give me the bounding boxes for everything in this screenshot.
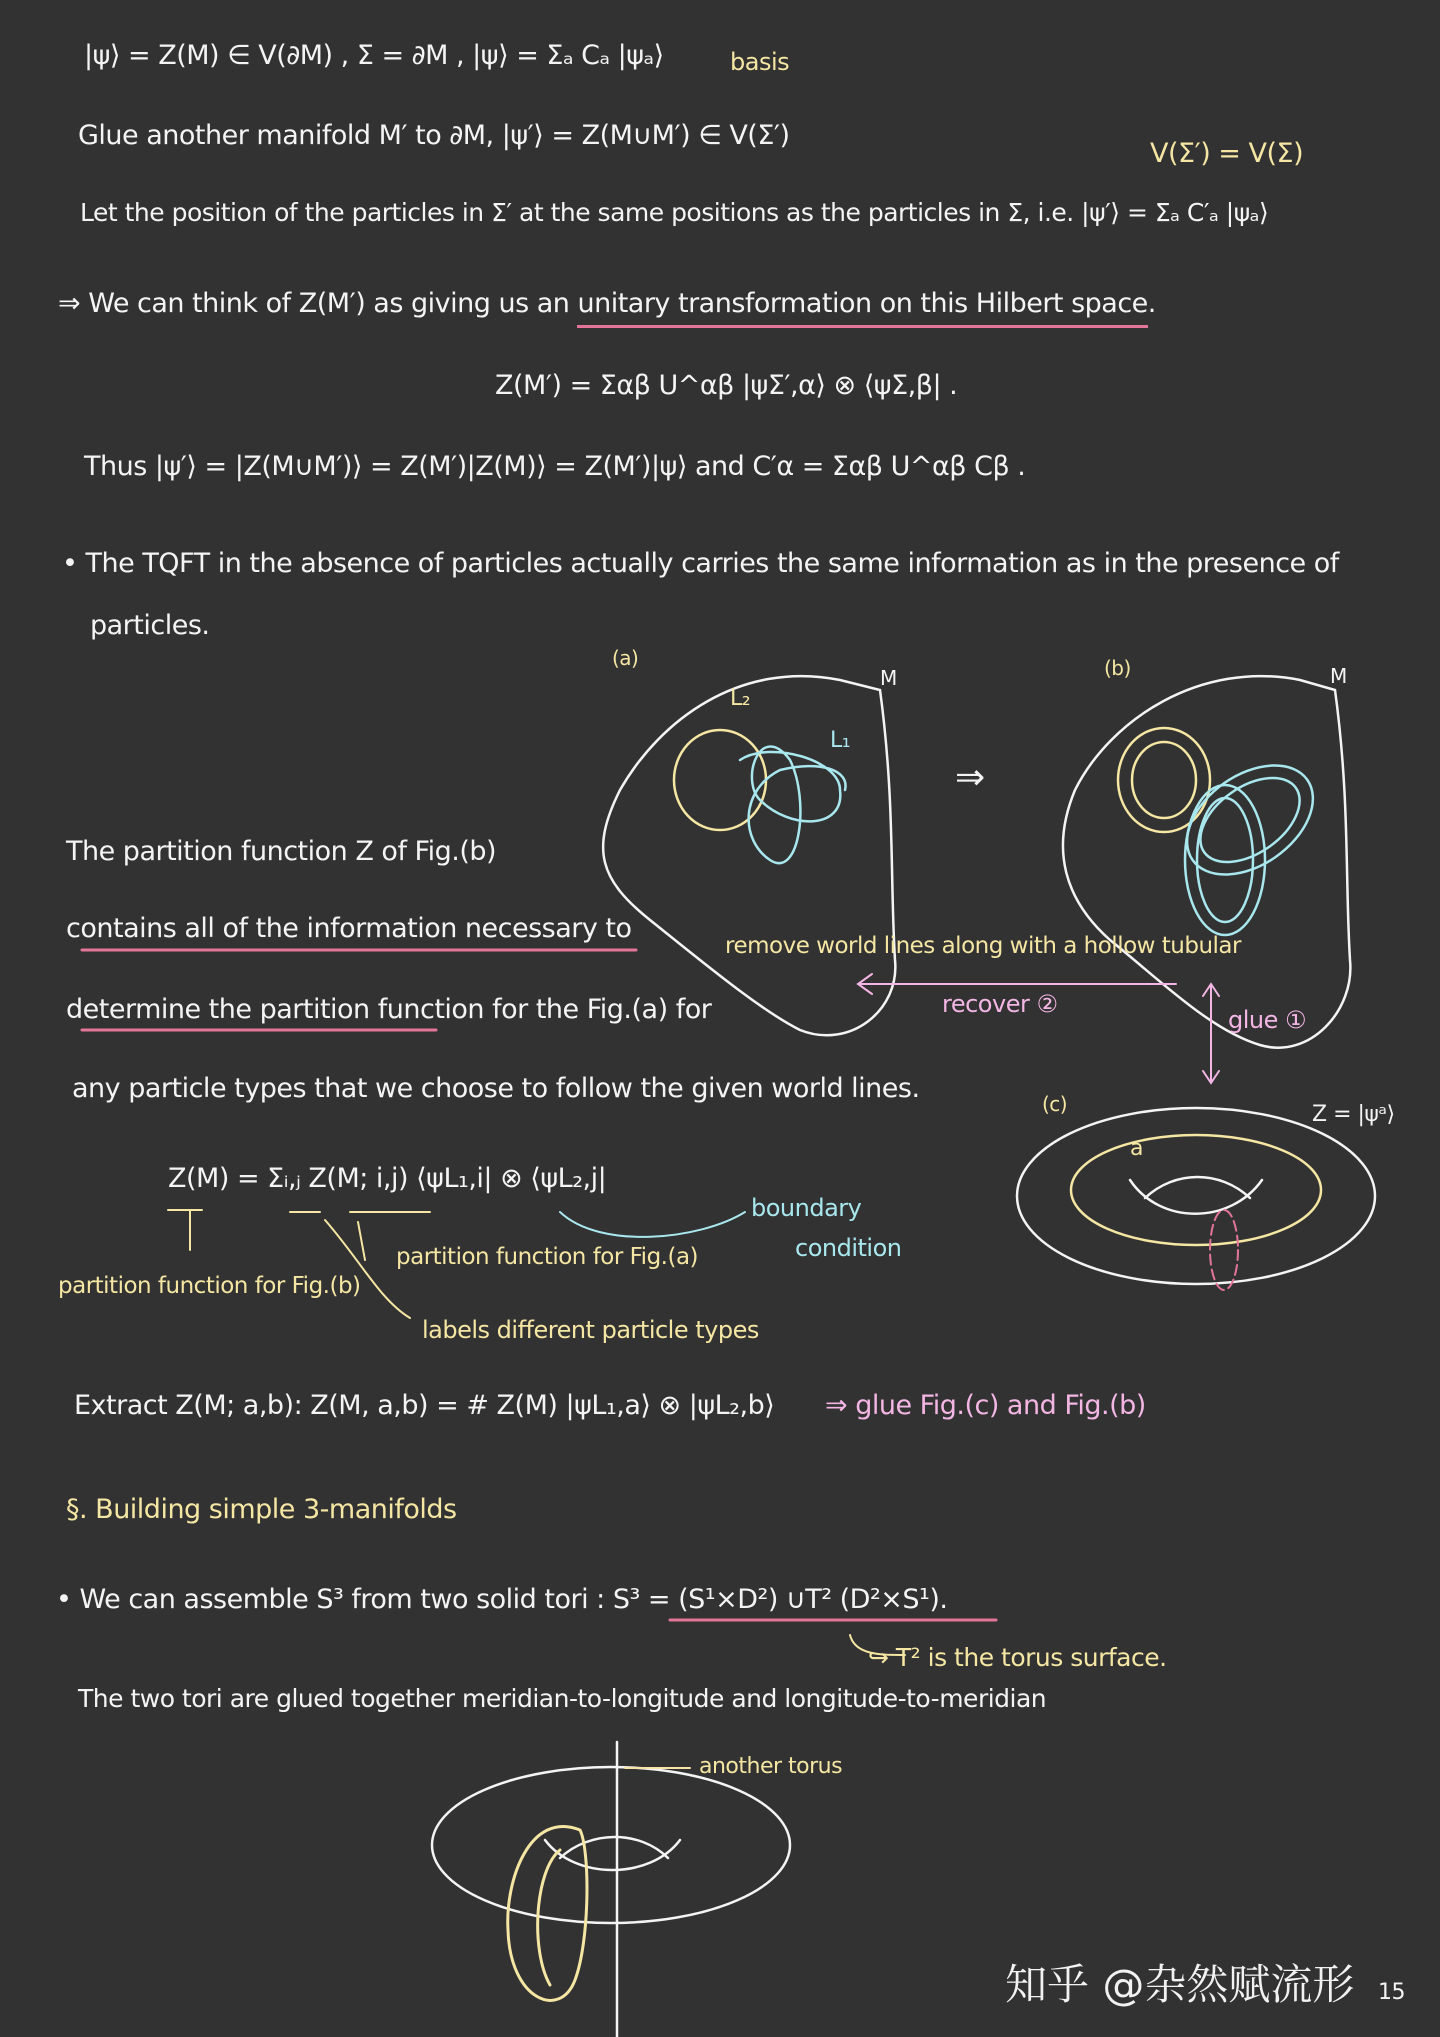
glue-arrow bbox=[1203, 984, 1219, 1083]
any-particle-line: any particle types that we choose to follow the given world lines. bbox=[72, 1073, 920, 1104]
eq-state-definition: |ψ⟩ = Z(M) ∈ V(∂M) , Σ = ∂M , |ψ⟩ = Σₐ Cₐ |ψₐ⟩ bbox=[84, 40, 664, 71]
l1-label: L₁ bbox=[830, 728, 851, 753]
glue-note: glue ① bbox=[1228, 1006, 1307, 1034]
thus-line: Thus |ψ′⟩ = |Z(M∪M′)⟩ = Z(M′)|Z(M)⟩ = Z(M′)|ψ⟩ and C′α = Σαβ U^αβ Cβ . bbox=[84, 451, 1026, 482]
torus-c-hole bbox=[1130, 1177, 1262, 1214]
extract-glue-note: ⇒ glue Fig.(c) and Fig.(b) bbox=[825, 1390, 1146, 1421]
unitary-underlined: unitary transformation on this Hilbert space bbox=[577, 288, 1147, 328]
section-title: §. Building simple 3-manifolds bbox=[66, 1494, 457, 1525]
partition-fig-b-line: The partition function Z of Fig.(b) bbox=[66, 836, 497, 867]
note-partition-fig-b: partition function for Fig.(b) bbox=[58, 1273, 361, 1299]
unitary-line-prefix: ⇒ We can think of Z(M′) as giving us an bbox=[58, 288, 578, 319]
l2-label: L₂ bbox=[730, 686, 751, 711]
note-partition-fig-a: partition function for Fig.(a) bbox=[396, 1244, 699, 1270]
determine-rest: for the Fig.(a) for bbox=[484, 994, 712, 1025]
fig-b-label: (b) bbox=[1104, 656, 1131, 680]
brace-arrows bbox=[168, 1210, 430, 1318]
fig-c-label: (c) bbox=[1042, 1092, 1068, 1116]
s3-bullet-text: We can assemble S³ from two solid tori : bbox=[79, 1584, 613, 1615]
t2-note: ↪ T² is the torus surface. bbox=[868, 1643, 1167, 1672]
manifold-a-label: M bbox=[880, 666, 897, 690]
another-torus-note: another torus bbox=[699, 1754, 843, 1779]
note-condition: condition bbox=[795, 1234, 902, 1262]
recover-note: recover ② bbox=[942, 990, 1058, 1018]
manifold-b-label: M bbox=[1330, 664, 1347, 688]
manifold-a-outline bbox=[603, 676, 895, 1035]
implies-arrow: ⇒ bbox=[955, 757, 985, 798]
extract-line: Extract Z(M; a,b): Z(M, a,b) = # Z(M) |ψL₁,a⟩ ⊗ |ψL₂,b⟩ bbox=[74, 1390, 775, 1421]
tqft-bullet: • The TQFT in the absence of particles actually carries the same information as in the presence of bbox=[62, 548, 1339, 579]
fig-c-state: Z = |ψᵃ⟩ bbox=[1312, 1102, 1395, 1127]
remove-worldlines-note: remove world lines along with a hollow tubular bbox=[725, 933, 1241, 959]
torus-c-loop-a bbox=[1071, 1135, 1321, 1245]
particle-position-line: Let the position of the particles in Σ′ at the same positions as the particles in Σ, i.e. |ψ′⟩ = Σₐ C′ₐ |ψₐ⟩ bbox=[80, 198, 1269, 227]
unitary-line-suffix: . bbox=[1147, 288, 1156, 319]
z-mprime-formula: Z(M′) = Σαβ U^αβ |ψΣ′,α⟩ ⊗ ⟨ψΣ,β| . bbox=[495, 370, 958, 401]
note-labels-particle-types: labels different particle types bbox=[422, 1316, 759, 1344]
determine-underlined: determine the partition function bbox=[66, 994, 485, 1025]
bottom-torus-hole bbox=[545, 1837, 680, 1870]
glued-line: The two tori are glued together meridian-to-longitude and longitude-to-meridian bbox=[78, 1684, 1047, 1713]
worldline-l1-trefoil bbox=[740, 747, 846, 864]
determine-line bbox=[66, 996, 711, 1023]
hilbert-space-equality-note: V(Σ′) = V(Σ) bbox=[1150, 138, 1304, 169]
bottom-torus bbox=[432, 1767, 790, 1923]
boundary-arrow bbox=[560, 1212, 745, 1237]
fig-a-label: (a) bbox=[612, 646, 639, 670]
page-number: 15 bbox=[1378, 1980, 1405, 2005]
yellow-solid-torus-loop bbox=[508, 1826, 587, 2000]
fig-c-loop-label: a bbox=[1130, 1136, 1143, 1161]
tube-l2-inner bbox=[1132, 742, 1196, 818]
z-m-decomposition: Z(M) = Σᵢ,ⱼ Z(M; i,j) ⟨ψL₁,i| ⊗ ⟨ψL₂,j| bbox=[168, 1163, 607, 1194]
note-boundary: boundary bbox=[751, 1194, 862, 1222]
s3-bullet: • We can assemble S³ from two solid tori : S³ = (S¹×D²) ∪T² (D²×S¹). bbox=[56, 1584, 948, 1615]
contains-info-line: contains all of the information necessary to bbox=[66, 913, 632, 944]
glue-manifold-line: Glue another manifold M′ to ∂M, |ψ′⟩ = Z(M∪M′) ∈ V(Σ′) bbox=[78, 120, 790, 151]
basis-note: basis bbox=[730, 48, 790, 76]
s3-formula: S³ = (S¹×D²) ∪T² (D²×S¹). bbox=[612, 1584, 948, 1615]
watermark: 知乎 @杂然赋流形 bbox=[1005, 1960, 1355, 2009]
tqft-bullet-text: The TQFT in the absence of particles actually carries the same information as in the presence of bbox=[85, 548, 1339, 579]
torus-c-meridian bbox=[1210, 1210, 1238, 1290]
tqft-bullet-cont: particles. bbox=[90, 610, 210, 641]
